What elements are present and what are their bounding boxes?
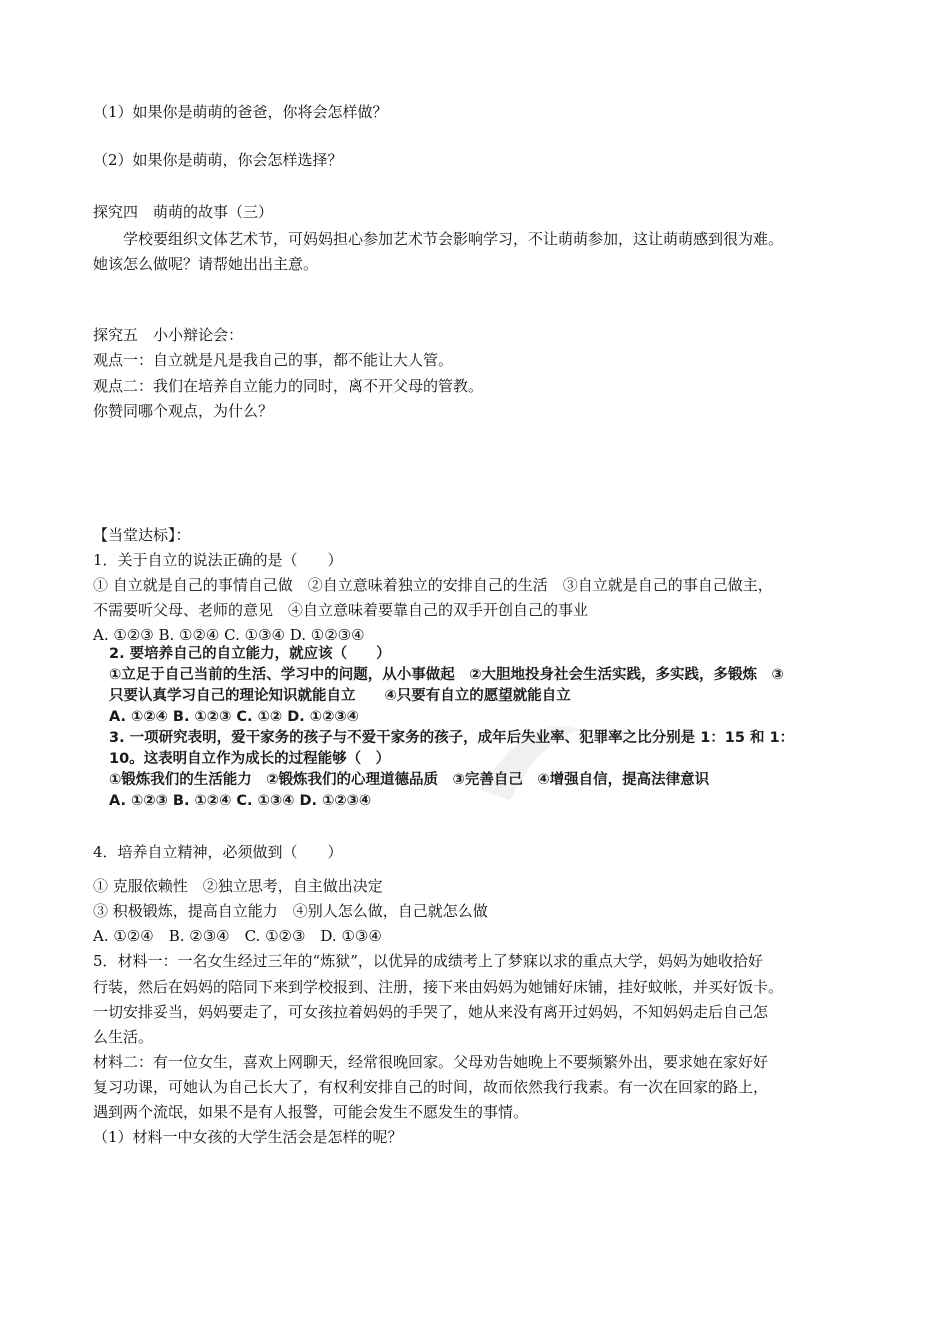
- question-text: 你赞同哪个观点，为什么？: [93, 402, 274, 420]
- option-line: ①立足于自己当前的生活、学习中的问题，从小事做起 ②大胆地投身社会生活实践，多实践，多锻炼 ③: [109, 667, 784, 683]
- viewpoint-one: 观点一：自立就是凡是我自己的事，都不能让大人管。: [93, 351, 454, 369]
- material-one-line: 么生活。: [93, 1028, 154, 1046]
- viewpoint-two: 观点二：我们在培养自立能力的同时，离不开父母的管教。: [93, 377, 484, 395]
- question-text: （2）如果你是萌萌，你会怎样选择？: [93, 151, 343, 169]
- sub-question: （1）材料一中女孩的大学生活会是怎样的呢？: [93, 1128, 403, 1146]
- option-line: ①锻炼我们的生活能力 ②锻炼我们的心理道德品质 ③完善自己 ④增强自信，提高法律意识: [109, 772, 710, 788]
- question-stem: 1．关于自立的说法正确的是（ ）: [93, 551, 343, 569]
- option-line: ① 自立就是自己的事情自己做 ②自立意味着独立的安排自己的生活 ③自立就是自己的事自己做主，: [93, 576, 773, 594]
- material-two-line: 材料二：有一位女生，喜欢上网聊天，经常很晚回家。父母劝告她晚上不要频繁外出，要求她在家好好: [93, 1053, 769, 1071]
- choices-line: A. ①②④ B. ②③④ C. ①②③ D. ①③④: [93, 927, 382, 945]
- option-line: 只要认真学习自己的理论知识就能自立 ④只要有自立的愿望就能自立: [109, 688, 571, 704]
- material-one-line: 行装，然后在妈妈的陪同下来到学校报到、注册，接下来由妈妈为她铺好床铺，挂好蚊帐，并买好饭卡。: [93, 978, 784, 996]
- section-title: 探究五 小小辩论会：: [93, 326, 244, 344]
- exercise-header: 【当堂达标】：: [93, 526, 191, 544]
- paragraph-line: 学校要组织文体艺术节，可妈妈担心参加艺术节会影响学习，不让萌萌参加，这让萌萌感到很为难。: [93, 230, 784, 248]
- question-stem: 10。这表明自立作为成长的过程能够（ ）: [109, 751, 391, 767]
- material-two-line: 复习功课，可她认为自己长大了，有权利安排自己的时间，故而依然我行我素。有一次在回家的路上，: [93, 1078, 769, 1096]
- option-line: ③ 积极锻炼，提高自立能力 ④别人怎么做，自己就怎么做: [93, 902, 488, 920]
- question-stem: 3. 一项研究表明，爱干家务的孩子与不爱干家务的孩子，成年后失业率、犯罪率之比分别是 1：15 和 1：: [109, 730, 795, 746]
- section-title: 探究四 萌萌的故事（三）: [93, 203, 274, 221]
- watermark-graphic: [470, 700, 590, 810]
- option-line: ① 克服依赖性 ②独立思考，自主做出决定: [93, 877, 383, 895]
- question-text: （1）如果你是萌萌的爸爸，你将会怎样做？: [93, 103, 388, 121]
- choices-line: A. ①②④ B. ①②③ C. ①② D. ①②③④: [109, 709, 359, 725]
- question-stem: 4．培养自立精神，必须做到（ ）: [93, 843, 343, 861]
- paragraph-line: 她该怎么做呢？请帮她出出主意。: [93, 255, 319, 273]
- choices-line: A. ①②③ B. ①②④ C. ①③④ D. ①②③④: [93, 626, 365, 644]
- material-one-line: 5．材料一：一名女生经过三年的“炼狱”，以优异的成绩考上了梦寐以求的重点大学，妈妈为她收拾好: [93, 952, 763, 970]
- choices-line: A. ①②③ B. ①②④ C. ①③④ D. ①②③④: [109, 793, 372, 809]
- material-one-line: 一切安排妥当，妈妈要走了，可女孩拉着妈妈的手哭了，她从来没有离开过妈妈，不知妈妈走后自己怎: [93, 1003, 769, 1021]
- option-line: 不需要听父母、老师的意见 ④自立意味着要靠自己的双手开创自己的事业: [93, 601, 589, 619]
- material-two-line: 遇到两个流氓，如果不是有人报警，可能会发生不愿发生的事情。: [93, 1103, 529, 1121]
- question-stem: 2. 要培养自己的自立能力，就应该（ ）: [109, 646, 391, 662]
